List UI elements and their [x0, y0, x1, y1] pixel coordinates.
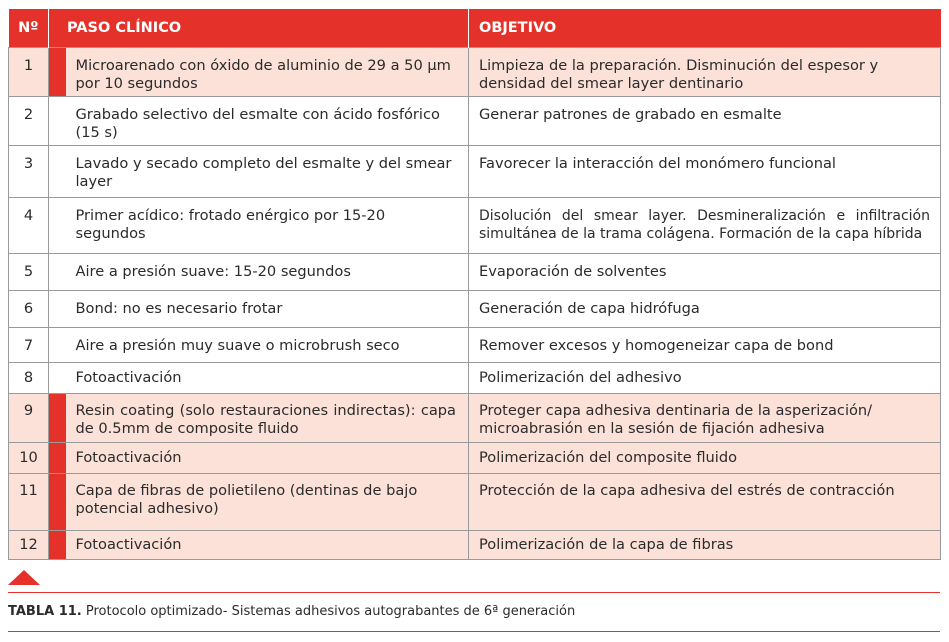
- caption-label: TABLA 11.: [8, 604, 82, 619]
- row-number: 6: [9, 291, 49, 328]
- table-row: [9, 443, 941, 474]
- row-objective: [469, 363, 941, 394]
- row-number: 3: [9, 146, 49, 198]
- row-objective-text: Polimerización del adhesivo: [479, 369, 682, 386]
- row-number: 4: [9, 198, 49, 254]
- protocol-table: [8, 9, 941, 560]
- table-row: [9, 146, 941, 198]
- row-marker-bar: [49, 198, 66, 254]
- row-marker-bar: [49, 48, 66, 97]
- row-step: [66, 328, 469, 363]
- row-objective-text: Generación de capa hidrófuga: [479, 300, 700, 317]
- row-objective-text: Proteger capa adhesiva dentinaria de la asperización/ microabrasión en la sesión de fijación adhesiva: [479, 402, 873, 437]
- triangle-marker-icon: [8, 570, 40, 585]
- row-marker-bar: [49, 97, 66, 146]
- row-step-text: Aire a presión suave: 15-20 segundos: [75, 263, 351, 280]
- header-clinical-step: PASO CLÍNICO: [49, 9, 469, 48]
- row-step: [66, 291, 469, 328]
- header-number: Nº: [9, 9, 49, 48]
- row-step: [66, 474, 469, 531]
- row-objective-text: Remover excesos y homogeneizar capa de bond: [479, 337, 834, 354]
- row-objective-text: Limpieza de la preparación. Disminución del espesor y densidad del smear layer dentinario: [479, 57, 879, 92]
- row-step-text: Aire a presión muy suave o microbrush seco: [75, 337, 400, 354]
- row-objective-text: Evaporación de solventes: [479, 263, 667, 280]
- row-objective-text: Disolución del smear layer. Desmineralización e infiltración simultánea de la trama colágena. Formación de la capa híbrida: [479, 208, 930, 242]
- row-number: 12: [9, 531, 49, 560]
- row-objective: [469, 394, 941, 443]
- row-marker-bar: [49, 531, 66, 560]
- row-step-text: Fotoactivación: [75, 449, 182, 466]
- row-marker-bar: [49, 363, 66, 394]
- header-objective: OBJETIVO: [469, 9, 941, 48]
- row-objective-text: Polimerización del composite fluido: [479, 449, 738, 466]
- row-objective-text: Generar patrones de grabado en esmalte: [479, 106, 782, 123]
- row-number: 8: [9, 363, 49, 394]
- table-row: [9, 291, 941, 328]
- row-step-text: Grabado selectivo del esmalte con ácido fosfórico (15 s): [75, 106, 440, 141]
- row-step-text: Bond: no es necesario frotar: [75, 300, 283, 317]
- row-objective: [469, 97, 941, 146]
- table-header-row: [9, 9, 941, 48]
- row-step: [66, 254, 469, 291]
- row-objective: [469, 291, 941, 328]
- table-row: [9, 474, 941, 531]
- row-number: 2: [9, 97, 49, 146]
- row-objective-text: Polimerización de la capa de fibras: [479, 536, 734, 553]
- row-marker-bar: [49, 474, 66, 531]
- caption-text: Protocolo optimizado- Sistemas adhesivos autograbantes de 6ª generación: [81, 604, 576, 619]
- table-row: [9, 97, 941, 146]
- row-number: 7: [9, 328, 49, 363]
- table-row: [9, 48, 941, 97]
- row-marker-bar: [49, 291, 66, 328]
- row-objective-text: Favorecer la interacción del monómero funcional: [479, 155, 836, 172]
- row-objective: [469, 474, 941, 531]
- row-step: [66, 48, 469, 97]
- row-step: [66, 363, 469, 394]
- table-row: [9, 394, 941, 443]
- row-objective-text: Protección de la capa adhesiva del estrés de contracción: [479, 482, 895, 499]
- row-step: [66, 443, 469, 474]
- row-marker-bar: [49, 254, 66, 291]
- table-row: [9, 531, 941, 560]
- row-number: 9: [9, 394, 49, 443]
- table-caption: [8, 604, 575, 619]
- row-marker-bar: [49, 146, 66, 198]
- table-row: [9, 363, 941, 394]
- row-step: [66, 146, 469, 198]
- row-objective: [469, 146, 941, 198]
- row-objective: [469, 48, 941, 97]
- row-objective: [469, 443, 941, 474]
- row-step-text: Resin coating (solo restauraciones indirectas): capa de 0.5mm de composite fluido: [75, 402, 456, 437]
- caption-bottom-rule: [8, 631, 940, 632]
- row-step-text: Lavado y secado completo del esmalte y del smear layer: [75, 155, 452, 190]
- row-step-text: Capa de fibras de polietileno (dentinas de bajo potencial adhesivo): [75, 482, 418, 517]
- table-row: [9, 328, 941, 363]
- row-number: 11: [9, 474, 49, 531]
- row-number: 10: [9, 443, 49, 474]
- caption-top-rule: [8, 592, 940, 593]
- row-step: [66, 394, 469, 443]
- row-marker-bar: [49, 443, 66, 474]
- row-marker-bar: [49, 328, 66, 363]
- row-step: [66, 531, 469, 560]
- row-objective: [469, 254, 941, 291]
- row-step-text: Fotoactivación: [75, 536, 182, 553]
- row-step-text: Primer acídico: frotado enérgico por 15-20 segundos: [75, 207, 386, 242]
- table-row: [9, 254, 941, 291]
- row-objective: [469, 328, 941, 363]
- row-step: [66, 198, 469, 254]
- row-step-text: Fotoactivación: [75, 369, 182, 386]
- protocol-table-container: [8, 9, 940, 560]
- row-objective: [469, 198, 941, 254]
- row-number: 1: [9, 48, 49, 97]
- row-number: 5: [9, 254, 49, 291]
- row-step: [66, 97, 469, 146]
- row-marker-bar: [49, 394, 66, 443]
- table-row: [9, 198, 941, 254]
- row-objective: [469, 531, 941, 560]
- row-step-text: Microarenado con óxido de aluminio de 29 a 50 µm por 10 segundos: [75, 57, 451, 92]
